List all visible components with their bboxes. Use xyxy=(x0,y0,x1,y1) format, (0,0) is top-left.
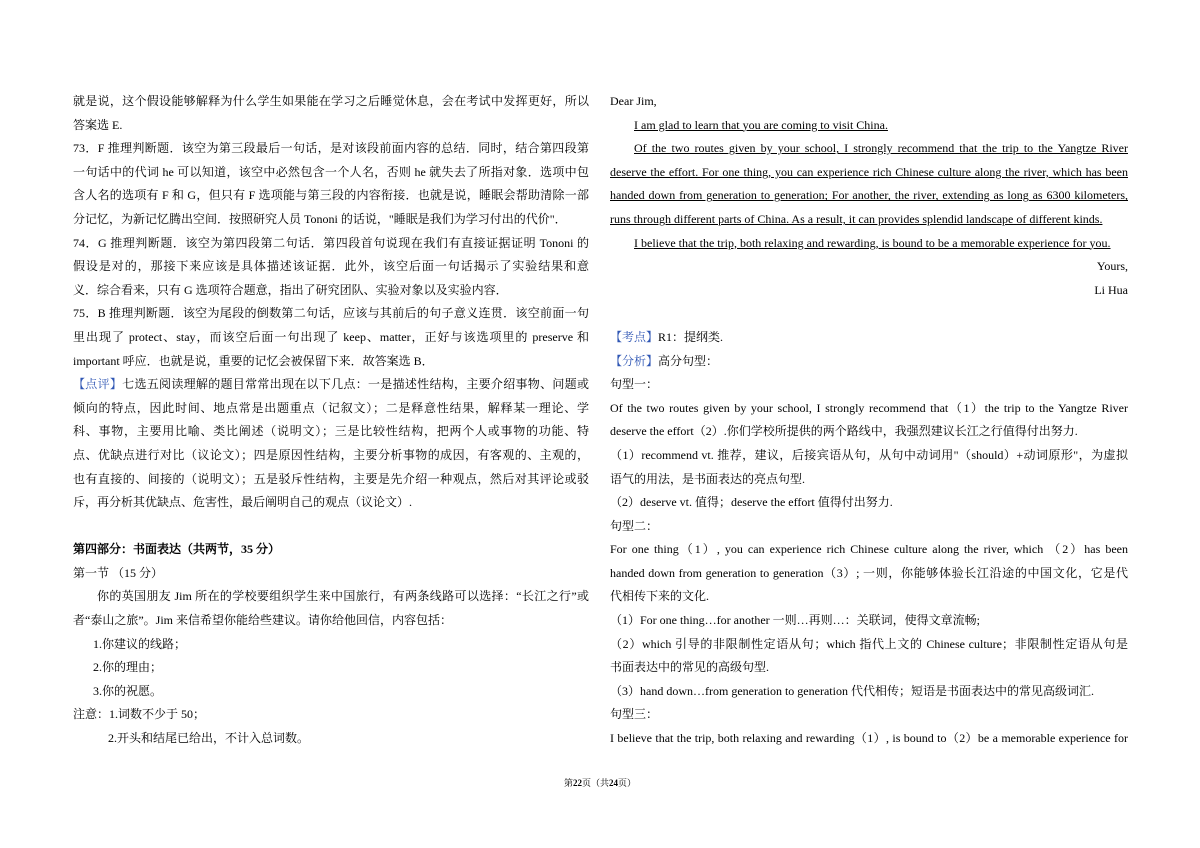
paragraph-line: 就是说，这个假设能够解释为什么学生如果能在学习之后睡觉休息，会在考试中发挥更好，所以 xyxy=(73,94,589,108)
paragraph-line: 分记忆，为新记忆腾出空间．按照研究人员 Tononi 的话说，"睡眠是我们为学习付出的代价"． xyxy=(73,211,567,226)
kaodian-text: R1：提纲类. xyxy=(658,329,724,344)
note-line: 注意：1.词数不少于 50； xyxy=(73,707,206,722)
essay-line: I am glad to learn that you are coming to visit China. xyxy=(634,117,888,132)
paragraph-line: 科、事物，主要用比喻、类比阐述（说明文）；三是比较性结构，把两个人或事物的功能、特 xyxy=(73,424,589,439)
paragraph-line: 也有直接的、间接的（说明文）；五是驳斥性结构，主要是先介绍一种观点，然后对其评论或驳 xyxy=(73,471,589,486)
list-item: 2.你的理由； xyxy=(93,660,163,675)
kaodian-tag: 【考点】 xyxy=(610,329,659,344)
analysis-line: 书面表达中的常见的高级句型. xyxy=(610,660,770,675)
right-column xyxy=(610,90,1128,751)
paragraph-line: important 呼应．也就是说，重要的记忆会被保留下来．故答案选 B． xyxy=(73,353,434,368)
paragraph-line: 点、优缺点进行对比（议论文）；四是原因性结构，主要分析事物的成因，有客观的、主观的， xyxy=(73,447,589,462)
paragraph-line: 答案选 E. xyxy=(73,117,123,132)
page-footer xyxy=(0,776,1200,789)
letter-greeting: Dear Jim, xyxy=(610,94,657,108)
paragraph-line: 含人名的选项有 F 和 G，但只有 F 选项能与第三段的内容衔接．也就是说，睡眠会帮助清除一部 xyxy=(73,188,589,203)
sub-title: 第一节 （15 分） xyxy=(73,565,164,580)
paragraph-line: 义．综合看来，只有 G 选项符合题意，指出了研究团队、实验对象以及实验内容． xyxy=(73,282,508,297)
analysis-line xyxy=(610,326,1128,350)
analysis-line: （1）recommend vt. 推荐，建议，后接宾语从句，从句中动词用"（should）+动词原形"，为虚拟 xyxy=(610,447,1128,462)
comment-tag: 【点评】 xyxy=(73,377,123,392)
left-column xyxy=(73,90,589,751)
analysis-line: I believe that the trip, both relaxing and rewarding（1）, is bound to（2）be a memorable experience for xyxy=(610,731,1128,746)
paragraph-line: 假设是对的，那接下来应该是具体描述该证据．此外，该空后面一句话揭示了实验结果和意 xyxy=(73,259,589,274)
analysis-line: 语气的用法，是书面表达的亮点句型. xyxy=(610,471,806,486)
page-number: 22 xyxy=(572,778,582,788)
list-item: 1.你建议的线路； xyxy=(93,636,187,651)
paragraph-line: 74．G 推理判断题．该空为第四段第二句话．第四段首句说现在我们有直接证据证明 Tononi 的 xyxy=(73,235,589,250)
analysis-line: Of the two routes given by your school, I strongly recommend that（1）the trip to the Yangtze River xyxy=(610,400,1128,415)
analysis-line xyxy=(610,350,1128,374)
letter-closing: Yours, xyxy=(1096,259,1128,274)
footer-middle: 页（共 xyxy=(581,778,609,788)
essay-line: I believe that the trip, both relaxing and rewarding, is bound to be a memorable experience for you. xyxy=(634,235,1111,250)
section-title: 第四部分：书面表达（共两节，35 分） xyxy=(73,542,281,557)
pattern-title: 句型二： xyxy=(610,518,659,533)
task-line: 你的英国朋友 Jim 所在的学校要组织学生来中国旅行，有两条线路可以选择：“长江之行”或 xyxy=(97,589,589,604)
analysis-line: （2）deserve vt. 值得；deserve the effort 值得付出努力. xyxy=(610,495,893,510)
paragraph-line: 倾向的特点，因此时间、地点常是出题重点（记叙文）；二是释意性结果，解释某一理论、学 xyxy=(73,400,589,415)
analysis-line: （3）hand down…from generation to generation 代代相传；短语是书面表达中的常见高级词汇. xyxy=(610,683,1094,698)
essay-line: deserve the effort. For one thing, you can experience rich Chinese culture along the river, which has been xyxy=(610,164,1128,179)
analysis-line: handed down from generation to generation（3）; 一则，你能够体验长江沿途的中国文化，它是代 xyxy=(610,565,1128,580)
page-total: 24 xyxy=(609,778,618,788)
pattern-title: 句型三： xyxy=(610,707,659,722)
comment-text: 七选五阅读理解的题目常常出现在以下几点：一是描述性结构，主要介绍事物、问题或 xyxy=(122,377,589,392)
letter-signature: Li Hua xyxy=(1094,282,1128,297)
paragraph-line: 里出现了 protect、stay，而该空后面一句出现了 keep、matter，正好与该选项里的 preserve 和 xyxy=(73,329,589,344)
task-line: 者“泰山之旅”。Jim 来信希望你能给些建议。请你给他回信，内容包括： xyxy=(73,613,452,628)
note-line: 2.开头和结尾已给出，不计入总词数。 xyxy=(108,731,310,746)
paragraph-line xyxy=(73,373,589,397)
analysis-line: For one thing（1）, you can experience rich Chinese culture along the river, which （2）has been xyxy=(610,542,1128,557)
fenxi-tag: 【分析】 xyxy=(610,353,659,368)
footer-prefix: 第 xyxy=(563,778,573,788)
essay-line: Of the two routes given by your school, I strongly recommend that the trip to the Yangtze River xyxy=(634,141,1128,156)
pattern-title: 句型一： xyxy=(610,377,659,392)
analysis-line: （1）For one thing…for another 一则…再则…：关联词，使得文章流畅; xyxy=(610,613,980,628)
analysis-line: （2）which 引导的非限制性定语从句；which 指代上文的 Chinese culture；非限制性定语从句是 xyxy=(610,636,1128,651)
analysis-line: 代相传下来的文化. xyxy=(610,589,710,604)
analysis-line: deserve the effort（2）.你们学校所提供的两个路线中，我强烈建议长江之行值得付出努力. xyxy=(610,424,1078,439)
paragraph-line: 75．B 推理判断题．该空为尾段的倒数第二句话，应该与其前后的句子意义连贯．该空前面一句 xyxy=(73,306,589,321)
footer-suffix: 页） xyxy=(618,778,637,788)
paragraph-line: 73．F 推理判断题．该空为第三段最后一句话，是对该段前面内容的总结．同时，结合第四段第 xyxy=(73,141,589,156)
paragraph-line: 斥，再分析其优缺点、危害性，最后阐明自己的观点（议论文）. xyxy=(73,495,413,510)
paragraph-line: 一句话中的代词 he 可以知道，该空中必然包含一个人名，否则 he 就失去了所指对象．选项中包 xyxy=(73,164,589,179)
essay-line: handed down from generation to generation; For another, the river, extending as long as 6300 kilometers, xyxy=(610,188,1128,203)
list-item: 3.你的祝愿。 xyxy=(93,683,163,698)
essay-line: runs through different parts of China. As a result, it can provides splendid landscape of different kinds. xyxy=(610,211,1103,226)
fenxi-text: 高分句型： xyxy=(658,353,719,368)
